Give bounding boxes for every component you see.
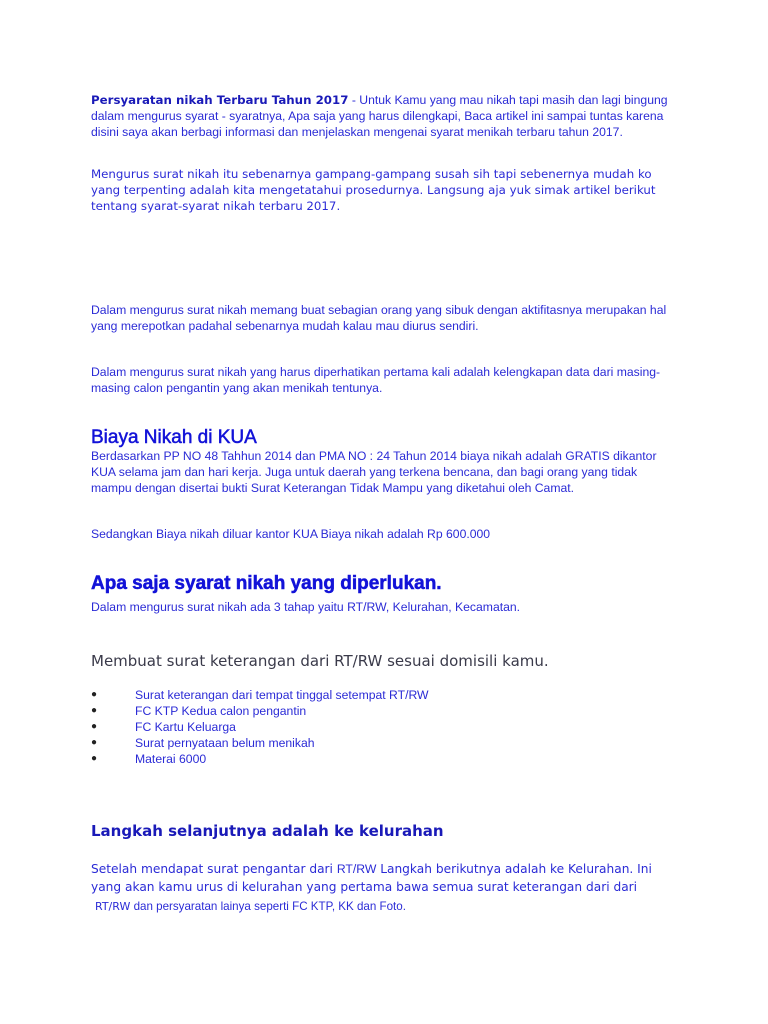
list-item [91, 751, 611, 767]
bullet-icon: ● [91, 705, 98, 716]
list-item [91, 687, 611, 703]
rtrw-heading: Membuat surat keterangan dari RT/RW sesuai domisili kamu. [91, 652, 549, 670]
biaya-paragraph-2: Sedangkan Biaya nikah diluar kantor KUA Biaya nikah adalah Rp 600.000 [91, 527, 491, 541]
kelurahan-line-3-b: dan persyaratan lainya seperti FC KTP, KK dan Foto. [130, 900, 406, 913]
list-item-text: Surat keterangan dari tempat tinggal setempat RT/RW [135, 688, 429, 702]
list-item [91, 719, 611, 735]
kelurahan-line-1-a: Setelah mendapat surat pengantar dari [91, 862, 337, 876]
list-item-text: Materai 6000 [135, 752, 207, 766]
bullet-icon: ● [91, 753, 98, 764]
intro-paragraph-3: Dalam mengurus surat nikah memang buat sebagian orang yang sibuk dengan aktifitasnya merupakan hal yang merepotkan padahal sebenarnya mudah kalau mau diurus sendiri. [91, 303, 667, 333]
syarat-heading: Apa saja syarat nikah yang diperlukan. [91, 573, 442, 594]
syarat-paragraph: Dalam mengurus surat nikah ada 3 tahap yaitu RT/RW, Kelurahan, Kecamatan. [91, 600, 521, 614]
bullet-icon: ● [91, 737, 98, 748]
kelurahan-paragraph [91, 860, 711, 916]
bullet-icon: ● [91, 689, 98, 700]
list-item-text: Surat pernyataan belum menikah [135, 736, 315, 750]
kelurahan-line-1 [91, 860, 711, 878]
rtrw-requirements-list [91, 687, 611, 767]
bullet-icon: ● [91, 721, 98, 732]
list-item-text: FC Kartu Keluarga [135, 720, 236, 734]
intro-paragraph [91, 92, 691, 140]
kelurahan-line-2-text: yang akan kamu urus di kelurahan yang pertama bawa semua surat keterangan dari dari [91, 880, 638, 894]
kelurahan-heading: Langkah selanjutnya adalah ke kelurahan [91, 822, 444, 840]
list-item [91, 703, 611, 719]
list-item-text: FC KTP Kedua calon pengantin [135, 704, 307, 718]
list-item [91, 735, 611, 751]
intro-lead-bold: Persyaratan nikah Terbaru Tahun 2017 [91, 93, 349, 107]
kelurahan-line-2 [91, 878, 711, 896]
intro-lead-rest: - Untuk Kamu yang mau nikah tapi masih dan lagi bingung dalam mengurus syarat - syaratnya, Apa saja yang harus dilengkapi, Baca artikel ini sampai tuntas karena disini saya akan berbagi informasi dan menjelaskan mengenai syarat menikah terbaru tahun 2017. [91, 93, 668, 139]
intro-paragraph-2: Mengurus surat nikah itu sebenarnya gampang-gampang susah sih tapi sebenernya mudah ko yang terpenting adalah kita mengetatahui prosedurnya. Langsung aja yuk simak artikel berikut tentang syarat-syarat nikah terbaru 2017. [91, 167, 656, 213]
kelurahan-line-3 [91, 897, 711, 916]
intro-paragraph-4: Dalam mengurus surat nikah yang harus diperhatikan pertama kali adalah kelengkapan data dari masing-masing calon pengantin yang akan menikah tentunya. [91, 365, 661, 395]
kelurahan-line-1-b: RT/RW [336, 862, 377, 876]
kelurahan-line-3-a: RT/RW [95, 900, 131, 913]
kelurahan-line-1-c: Langkah berikutnya adalah ke Kelurahan. Ini [376, 862, 652, 876]
biaya-paragraph-1: Berdasarkan PP NO 48 Tahhun 2014 dan PMA NO : 24 Tahun 2014 biaya nikah adalah GRATIS dikantor KUA selama jam dan hari kerja. Juga untuk daerah yang terkena bencana, dan bagi orang yang tidak mampu dengan disertai bukti Surat Keterangan Tidak Mampu yang diketahui oleh Camat. [91, 449, 657, 495]
biaya-heading: Biaya Nikah di KUA [91, 427, 257, 448]
